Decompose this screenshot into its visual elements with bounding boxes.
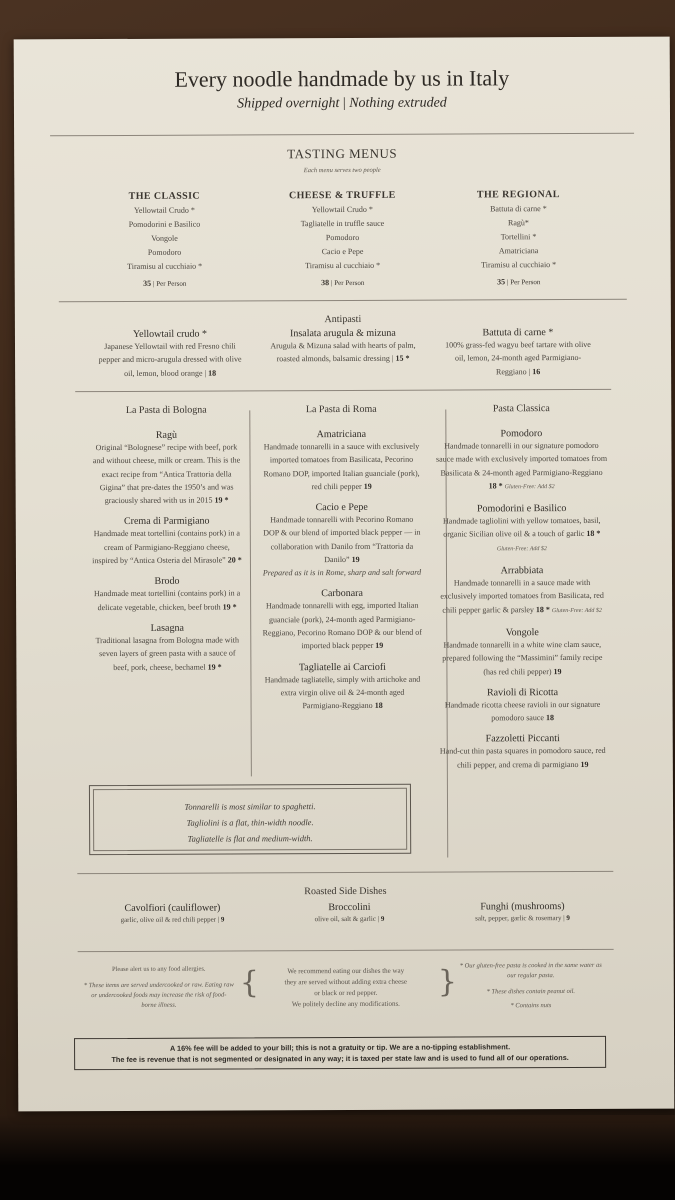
divider [78,949,614,952]
pasta-bologna-column [91,404,242,674]
dish-price: 18 [374,700,383,711]
price-unit: | Per Person [153,279,187,288]
policy-line: We recommend eating our dishes the way [287,966,405,976]
dish-desc-text: Handmade tonnarelli in a sauce made with exclusively imported tomatoes from Basilicata, red chili pepper garlic & parsley [440,578,604,615]
callout-line: Tagliatelle is flat and medium-width. [187,833,313,844]
antipasti-title: Antipasti [324,313,362,326]
column-divider [249,410,252,776]
subtitle-part-1: Shipped overnight [237,96,340,112]
dish-name: Broccolini [328,901,371,914]
dish-description [91,440,241,507]
dish-name: Yellowtail crudo * [132,328,207,340]
right-brace: } [437,964,457,1000]
dish-desc-text: Handmade meat tortellini (contains pork) in a delicate vegetable, chicken, beef broth [93,588,241,612]
dish-price: 18 [545,713,554,723]
tasting-menus-title: TASTING MENUS [287,145,398,162]
dish-description: Arugula & Mizuna salad with hearts of palm, roasted almonds, balsamic dressing | 15 * [270,340,416,364]
pasta-classica-column [435,403,609,772]
course: Tiramisu al cucchiaio * [481,260,557,270]
subtitle-separator: | [342,95,346,112]
course: Yellowtail Crudo * [133,205,195,215]
policy-line: or black or red pepper. [314,988,378,998]
price-value: 38 [321,278,330,288]
callout-inner [93,788,407,851]
dish-name: Battuta di carne * [482,327,554,339]
peanut-oil-note: * These dishes contain peanut oil. [486,987,576,996]
dish-price: 15 * [395,354,410,364]
dish-price: 19 * [214,495,229,505]
course: Yellowtail Crudo * [311,204,373,215]
dish-description [436,576,608,619]
dish-description: garlic, olive oil & red chili pepper | 9 [120,915,225,924]
dish-desc-text: Traditional lasagna from Bologna made with seven layers of green pasta with a sauce of beef, pork, cheese, bechamel [95,635,240,672]
dish-description [262,672,422,713]
dish-description [437,698,609,725]
price-value: 35 [143,278,152,288]
dish-description [261,440,421,494]
dish-description [92,527,242,568]
dish-desc-text: salt, pepper, garlic & rosemary [475,914,562,923]
dish-price: 19 [351,555,360,565]
dish-description [437,744,609,771]
course: Tagliatelle in truffle sauce [300,218,385,229]
menu-sheet [14,37,675,1112]
course: Ragù* [507,218,529,228]
dish-desc-text: Original “Bolognese” recipe with beef, pork and without cheese, milk or cream. This is the exact recipe from “Antica Trattoria della Gigina” that pre-dates the 1950’s and was graciously shared with us in 2015 [92,442,241,506]
menu-headline: Every noodle handmade by us in Italy [174,65,510,92]
dish-price: 19 * [207,662,222,672]
dish-desc-text: olive oil, salt & garlic [314,914,376,924]
dish-desc-text: Arugula & Mizuna salad with hearts of palm, roasted almonds, balsamic dressing [270,340,416,364]
fee-line: The fee is revenue that is not segmented or designated in any way; it is taxed per state law and is used to fund all of our operations. [111,1053,569,1065]
menu-subheadline [14,95,670,114]
dish-name: Lasagna [150,622,184,634]
footer-left-notes [84,964,234,1011]
antipasto-item [95,328,245,380]
table-shadow [0,1115,675,1200]
tasting-menu-classic [84,190,244,288]
allergy-note: Please alert us to any food allergies. [111,965,206,974]
course: Tiramisu al cucchiaio * [305,260,381,271]
course: Pomodorini e Basilico [128,219,201,229]
dish-price: 18 * [586,529,601,539]
dish-desc-text: Handmade tonnarelli with egg, imported Italian guanciale (pork), 24-month aged Parmigiano-Reggiano, Pecorino Romano DOP & our blend of imported black pepper [262,601,422,651]
dish-name: Pomodorini e Basilico [476,503,567,515]
course: Cacio e Pepe [321,246,364,257]
raw-food-note: * These items are served undercooked or raw. Eating raw or undercooked foods may increase the risk of food-borne illness. [83,981,234,1009]
tasting-menu-price [85,278,245,288]
dish-note: Prepared as it is in Rome, sharp and salt forward [262,568,422,578]
price-unit: | Per Person [331,278,365,288]
dish-price: 9 [220,915,225,924]
course: Tiramisu al cucchiaio * [127,261,203,271]
dish-name: Funghi (mushrooms) [480,901,565,913]
dish-description [262,513,422,567]
dish-price: 18 [208,368,217,378]
dish-description: Japanese Yellowtail with red Fresno chili pepper and micro-arugula dressed with olive oil, lemon, blood orange | 18 [98,341,242,378]
tasting-menu-name: THE CLASSIC [128,190,201,202]
dish-price: 19 [363,481,372,491]
dish-desc-text: Handmade tagliolini with yellow tomatoes, basil, organic Sicilian olive oil & a touch of garlic [442,516,601,540]
tasting-menu-price [439,277,599,287]
dish-price: 19 [553,666,562,676]
course: Vongole [151,233,178,243]
course: Pomodoro [147,247,182,257]
footer-right-notes [456,961,606,1012]
dish-price: 18 * [488,481,503,491]
dish-name: Cavolfiori (cauliflower) [124,902,221,914]
dish-name: Ravioli di Ricotta [486,686,559,699]
dish-desc-text: Handmade tonnarelli in a white wine clam sauce, prepared following the “Massimini” family recipe (has red chili pepper) [442,639,603,676]
gluten-free-note: Gluten-Free: Add $2 [551,607,602,614]
dish-desc-text: Handmade ricotta cheese ravioli in our signature pomodoro sauce [444,699,601,723]
tasting-menu-cheese-truffle [262,190,422,288]
dish-desc-text: Handmade tonnarelli in a sauce with exclusively imported tomatoes from Basilicata, Pecorino Romano DOP, imported Italian guanciale (pork), red chili pepper [263,441,420,492]
dish-name: Carbonara [321,588,363,600]
price-value: 35 [497,277,506,287]
dish-price: 18 * [535,604,550,614]
callout-line: Tonnarelli is most similar to spaghetti. [184,801,316,812]
policy-line: We politely decline any modifications. [291,999,400,1009]
gluten-free-note: Gluten-Free: Add $2 [504,483,555,491]
dish-desc-text: Handmade tonnarelli with Pecorino Romano DOP & our blend of imported black pepper — in collaboration with Danilo from “Trattoria da Danilo” [263,514,421,565]
dish-name: Ragù [155,429,177,441]
dish-desc-text: Handmade tagliatelle, simply with artichoke and extra virgin olive oil & 24-month aged Parmigiano-Reggiano [264,674,421,711]
tasting-menu-price [263,278,423,288]
divider [50,133,634,137]
dish-desc-text: Hand-cut thin pasta squares in pomodoro sauce, red chili pepper, and crema di parmigiano [439,746,606,770]
dish-description [262,599,422,653]
divider [59,299,627,302]
dish-desc-text: 100% grass-fed wagyu beef tartare with olive oil, lemon, 24-month aged Parmigiano-Reggiano [445,339,591,376]
dish-price: 9 [380,914,385,923]
course: Tortellini * [500,232,537,242]
fee-line: A 16% fee will be added to your bill; this is not a gratuity or tip. We are a no-tipping establishment. [169,1042,511,1053]
dish-description [435,439,607,495]
dish-name: Insalata arugula & mizuna [290,327,396,340]
dish-description: salt, pepper, garlic & rosemary | 9 [475,914,570,923]
dish-name: Vongole [505,627,539,639]
dish-name: Fazzoletti Piccanti [485,733,560,745]
gluten-free-water-note: * Our gluten-free pasta is cooked in the same water as our regular pasta. [459,961,602,980]
dish-name: Brodo [154,576,180,588]
dish-desc-text: Handmade meat tortellini (contains pork) in a cream of Parmigiano-Reggiano cheese, inspired by “Antica Osteria del Mirasole” [92,528,240,566]
dish-name: Pomodoro [500,428,543,440]
course: Amatriciana [498,246,539,256]
dish-name: Crema di Parmigiano [123,516,210,528]
dish-description [92,587,242,614]
tasting-menu-name: CHEESE & TRUFFLE [288,189,396,202]
tasting-menus-note: Each menu serves two people [303,166,381,175]
dish-desc-text: Japanese Yellowtail with red Fresno chili pepper and micro-arugula dressed with olive oil, lemon, blood orange [98,341,242,378]
dish-desc-text: garlic, olive oil & red chili pepper [120,915,217,924]
dish-price: 19 * [222,602,237,612]
contains-nuts-note: * Contains nuts [510,1002,552,1010]
dish-name: Amatriciana [316,428,367,441]
dish-price: 9 [566,914,570,923]
gluten-free-note: Gluten-Free: Add $2 [496,545,547,553]
pasta-section-title: La Pasta di Roma [305,403,377,416]
sides-title: Roasted Side Dishes [304,885,387,898]
course: Battuta di carne * [490,204,547,214]
antipasto-item [263,328,423,366]
service-fee-notice [74,1036,606,1070]
tasting-menu-regional [438,189,598,287]
side-dish [87,902,257,927]
dish-description: 100% grass-fed wagyu beef tartare with olive oil, lemon, 24-month aged Parmigiano-Reggiano | 16 [445,339,591,376]
side-dish [437,901,607,926]
dish-price: 19 [375,641,384,651]
pasta-section-title: La Pasta di Bologna [125,404,207,416]
tasting-menu-name: THE REGIONAL [476,189,560,201]
pasta-roma-column [261,404,422,713]
dish-price: 19 [580,759,589,769]
dish-description [436,514,608,557]
dish-name: Cacio e Pepe [315,502,368,514]
modification-policy [256,966,436,1011]
dish-desc-text: Handmade tonnarelli in our signature pomodoro sauce made with exclusively imported tomatoes from Basilicata & 24-month aged Parmigiano-Reggiano [435,440,608,478]
divider [77,871,613,874]
policy-line: they are served without adding extra cheese [284,977,408,987]
pasta-section-title: Pasta Classica [492,403,550,415]
side-dish [269,902,429,927]
dish-price: 16 [532,366,541,376]
antipasto-item [443,327,593,379]
dish-description [436,638,608,679]
dish-name: Tagliatelle ai Carciofi [298,661,386,673]
callout-line: Tagliolini is a flat, thin-width noodle. [186,817,314,828]
dish-description [92,633,242,674]
dish-description: olive oil, salt & garlic | 9 [314,914,385,924]
left-brace: { [239,965,259,1001]
pasta-shape-callout [89,784,411,855]
dish-name: Arrabbiata [500,565,544,577]
divider [75,389,611,392]
dish-price: 20 * [227,555,242,565]
course: Pomodoro [325,232,360,243]
price-unit: | Per Person [507,278,541,287]
subtitle-part-2: Nothing extruded [349,95,447,111]
